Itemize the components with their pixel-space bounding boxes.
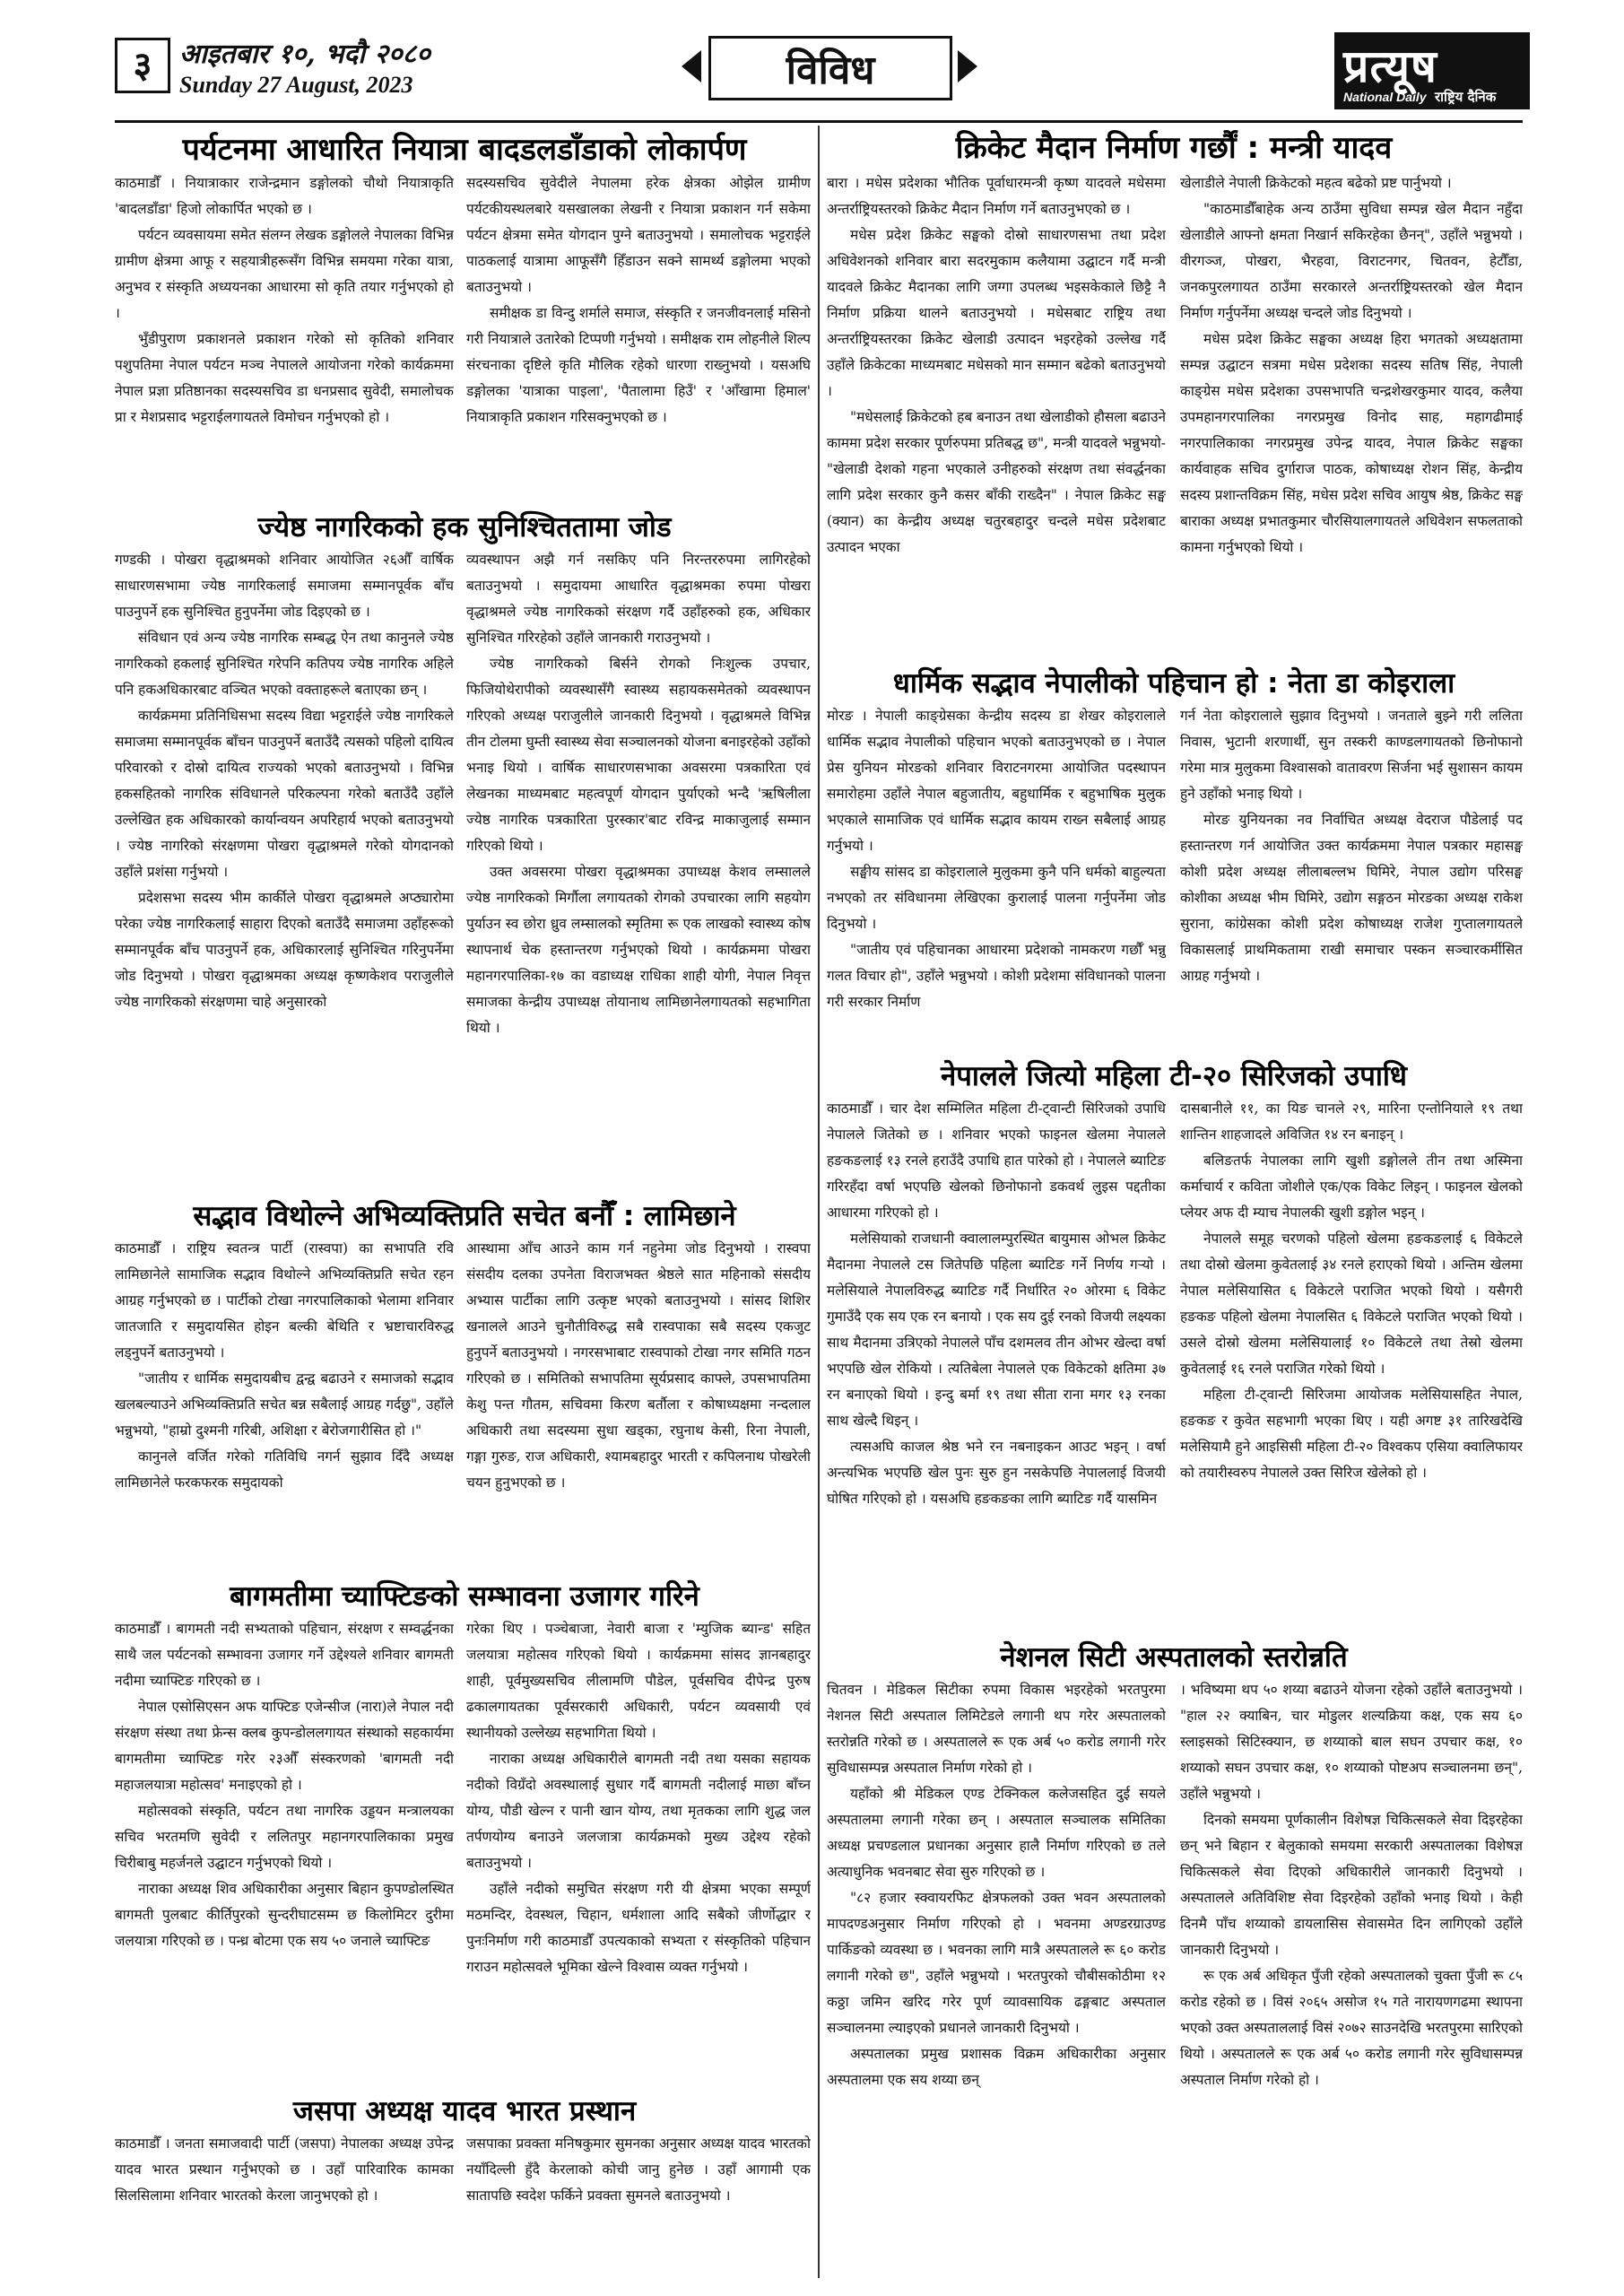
article-column (1180, 703, 1523, 1051)
article-column (1180, 1677, 1523, 2266)
article-headline: पर्यटनमा आधारित नियात्रा बादडलडाँडाको लोकार्पण (182, 132, 747, 168)
article-paragraph: नेपालले समूह चरणको पहिलो खेलमा हङकङलाई ६ विकेटले तथा दोस्रो खेलमा कुवेतलाई ३४ रनले हराएको थियो । अन्तिम खेलमा नेपाल मलेसियासित ६ विकेटले पराजित भएको थियो । यसैगरी हङकङ पहिलो खेलमा नेपालसित ६ विकेटले पराजित भएको थियो । उसले दोस्रो खेलमा मलेसियालाई १० विकेटले तथा तेस्रो खेलमा कुवेतलाई १६ रनले पराजित गरेको थियो । (1180, 1231, 1523, 1377)
article-paragraph: काठमाडौँ । जनता समाजवादी पार्टी (जसपा) नेपालका अध्यक्ष उपेन्द्र यादव भारत प्रस्थान गर्नुभएको छ । उहाँ पारिवारिक कामका सिलसिलामा शनिवार भारतको केरला जानुभएको हो । (115, 2135, 454, 2204)
article-column (115, 170, 454, 509)
article-paragraph: सङ्घीय सांसद डा कोइरालाले मुलुकमा कुनै पनि धर्मको बाहुल्यता नभएको तर संविधानमा लेखिएका कुरालाई पालना गर्नुपर्नेमा जोड दिनुभयो । (827, 864, 1166, 932)
article-paragraph: काठमाडौँ । बागमती नदी सभ्यताको पहिचान, संरक्षण र सम्वर्द्धनका साथै जल पर्यटनको सम्भावना उजागर गर्ने उद्देश्यले शनिवार बागमती नदीमा च्याफ्टिङ गरिएको छ । (115, 1621, 454, 1689)
arrow-left-icon (682, 50, 701, 83)
article-paragraph: ज्येष्ठ नागरिकको बिर्सने रोगको निःशुल्क उपचार, फिजियोथेरापीको व्यवस्थासँगै स्वास्थ्य सहायकसमेतको व्यवस्थापन गरिएको अध्यक्ष पराजुलीले जानकारी दिनुभयो । वृद्धाश्रमले विभिन्न तीन टोलमा घुम्ती स्वास्थ्य सेवा सञ्चालनको योजना बनाइरहेको उहाँको भनाइ थियो । वार्षिक साधारणसभाका अवसरमा पत्रकारिता एवं लेखनका माध्यमबाट महत्वपूर्ण योगदान पुर्याएको भन्दै 'ऋषिलीला ज्येष्ठ नागरिक पत्रकारिता पुरस्कार'बाट रविन्द्र माकाजुलाई सम्मान गरिएको थियो । (466, 656, 811, 854)
logo-subtitle-en: National Daily (1343, 90, 1427, 104)
article-paragraph: त्यसअघि काजल श्रेष्ठ भने रन नबनाइकन आउट भइन् । वर्षा अन्त्यभिक भएपछि खेल पुनः सुरु हुन नसकेपछि नेपाललाई विजयी घोषित गरिएको हो । यसअघि हङकङका लागि ब्याटिङ गर्दै यासमिन (827, 1439, 1166, 1507)
article-column (466, 2131, 811, 2266)
article-paragraph: आस्थामा आँच आउने काम गर्न नहुनेमा जोड दिनुभयो । रास्वपा संसदीय दलका उपनेता विराजभक्त श्रेष्ठले सात महिनाको संसदीय अभ्यास पार्टीका लागि उत्कृष्ट भएको बताउनुभयो । सांसद शिशिर खनालले आउने चुनौतीविरुद्ध सबै रास्वपाका सबै सदस्य एकजुट हुनुपर्ने बताउनुभयो । नगरसभाबाट रास्वपाको टोखा नगर समिति गठन गरिएको छ । समितिको सभापतिमा सूर्यप्रसाद काफ्ले, उपसभापतिमा केशु पन्त गौतम, सचिवमा किरण बर्तौला र कोषाध्यक्षमा नन्दलाल अधिकारी तथा सदस्यमा सुधा खड्का, रघुनाथ केसी, रिना नेपाली, गङ्गा गुरुङ, राज अधिकारी, श्यामबहादुर भारती र कपिलनाथ पोखरेली चयन हुनुभएको छ । (466, 1240, 811, 1491)
article-paragraph: उहाँले नदीको समुचित संरक्षण गरी यी क्षेत्रमा भएका सम्पूर्ण मठमन्दिर, देवस्थल, चिहान, धर्मशाला आदि सबैको जीर्णोद्धार र पुनःनिर्माण गरी काठमाडौँ उपत्यकाको सभ्यता र संस्कृतिको पहिचान गराउन महोत्सवले भूमिका खेल्ने विश्वास व्यक्त गर्नुभयो । (466, 1881, 811, 1975)
article-paragraph: । भविष्यमा थप ५० शय्या बढाउने योजना रहेको उहाँले बताउनुभयो । "हाल २२ क्याबिन, चार मोडुलर शल्यक्रिया कक्ष, एक सय ६० स्लाइसको सिटिस्क्यान, छ शय्याको बाल सघन उपचार कक्ष, १० शय्याको सघन उपचार कक्ष, १० शय्याको पोष्टअप सञ्चालनमा छन्", उहाँले भन्नुभयो । (1180, 1682, 1523, 1802)
article-paragraph: संविधान एवं अन्य ज्येष्ठ नागरिक सम्बद्ध ऐन तथा कानुनले ज्येष्ठ नागरिकको हकलाई सुनिश्चित गरेपनि कतिपय ज्येष्ठ नागरिक अहिले पनि हकअधिकारबाट वञ्चित भएको वक्ताहरूले बताएका छन् । (115, 630, 454, 698)
article-column (466, 1236, 811, 1573)
masthead (115, 32, 1523, 111)
article-headline: जसपा अध्यक्ष यादव भारत प्रस्थान (292, 2095, 637, 2127)
column-divider (818, 126, 820, 2278)
article-headline: ज्येष्ठ नागरिकको हक सुनिश्चिततामा जोड (257, 511, 672, 544)
page-number: ३ (115, 38, 170, 93)
article-column (1180, 1096, 1523, 1632)
article-column (1180, 170, 1523, 660)
article-paragraph: "जातीय र धार्मिक समुदायबीच द्वन्द्व बढाउने र समाजको सद्भाव खलबल्याउने अभिव्यक्तिप्रति सचेत बन्न सबैलाई आग्रह गर्दछु", उहाँले भन्नुभयो, "हाम्रो दुश्मनी गरिबी, अशिक्षा र बेरोजगारीसित हो ।" (115, 1370, 454, 1439)
article-paragraph: बारा । मधेस प्रदेशका भौतिक पूर्वाधारमन्त्री कृष्ण यादवले मधेसमा अन्तर्राष्ट्रियस्तरको क्रिकेट मैदान निर्माण गर्ने बताउनुभएको छ । (827, 175, 1166, 217)
article-paragraph: "जातीय एवं पहिचानका आधारमा प्रदेशको नामकरण गर्छौँ भन्नु गलत विचार हो", उहाँले भन्नुभयो । कोशी प्रदेशमा संविधानको पालना गरी सरकार निर्माण (827, 942, 1166, 1010)
article-paragraph: चितवन । मेडिकल सिटीका रुपमा विकास भइरहेको भरतपुरमा नेशनल सिटी अस्पताल लिमिटेडले लगानी थप गरेर अस्पतालको स्तरोन्नति गरेको छ । अस्पतालले रू एक अर्ब ५० करोड लगानी गरेर सुविधासम्पन्न अस्पताल निर्माण गरेको हो । (827, 1682, 1166, 1776)
article-paragraph: नेपाल एसोसिएसन अफ याफ्टिङ एजेन्सीज (नारा)ले नेपाल नदी संरक्षण संस्था तथा फ्रेन्स क्लब कुपन्डोललगायत संस्थाको सहकार्यमा बागमतीमा च्याफ्टिङ गरेर २३औँ संस्करणको 'बागमती नदी महाजलयात्रा महोत्सव' मनाइएको हो । (115, 1699, 454, 1793)
article-paragraph: समीक्षक डा विन्दु शर्माले समाज, संस्कृति र जनजीवनलाई मसिनो गरी नियात्राले उतारेको टिप्पणी गर्नुभयो । समीक्षक राम लोहनीले शिल्प संरचनाका दृष्टिले कृति मौलिक रहेको धारणा राख्नुभयो । यसअघि डङ्गोलका 'यात्राका पाइला', 'पैतालामा हिउँ' र 'आँखामा हिमाल' नियात्राकृति प्रकाशन गरिसक्नुभएको छ । (466, 305, 811, 425)
article-paragraph: कानुनले वर्जित गरेको गतिविधि नगर्न सुझाव दिँदै अध्यक्ष लामिछानेले फरकफरक समुदायको (115, 1448, 454, 1491)
article-paragraph: कार्यक्रममा प्रतिनिधिसभा सदस्य विद्या भट्टराईले ज्येष्ठ नागरिकले समाजमा सम्मानपूर्वक बाँचन पाउनुपर्ने बताउँदै त्यसको पहिलो दायित्व परिवारको र दोस्रो दायित्व राज्यको भएको बताउनुभयो । विभिन्न हकसहितको नागरिक संविधानले परिकल्पना गरेको बताउँदै उहाँले उल्लेखित हक अधिकारको कार्यान्वयन अपरिहार्य भएको बताउनुभयो । ज्येष्ठ नागरिको संरक्षणमा पोखरा वृद्धाश्रमले गरेको योगदानको उहाँले प्रशंसा गर्नुभयो । (115, 708, 454, 880)
section-title: विविध (708, 36, 952, 100)
logo-title: प्रत्यूष (1343, 40, 1437, 92)
article-paragraph: रू एक अर्ब अधिकृत पुँजी रहेको अस्पतालको चुक्ता पुँजी रू ८५ करोड रहेको छ । विसं २०६५ असोज १५ गते नारायणगढमा स्थापना भएको उक्त अस्पताललाई विसं २०७२ साउनदेखि भरतपुरमा सारिएको थियो । अस्पतालले रू एक अर्ब ५० करोड लगानी गरेर सुविधासम्पन्न अस्पताल निर्माण गरेको हो । (1180, 1968, 1523, 2088)
article-headline: सद्भाव विथोल्ने अभिव्यक्तिप्रति सचेत बनौँ : लामिछाने (193, 1200, 736, 1232)
article-paragraph: मधेस प्रदेश क्रिकेट सङ्घका अध्यक्ष हिरा भगतको अध्यक्षतामा सम्पन्न उद्घाटन सत्रमा मधेस प्रदेशका सदस्य सतिष सिंह, नेपाली काङ्ग्रेस मधेस प्रदेशका उपसभापति चन्द्रशेखरकुमार यादव, कलैया उपमहानगरपालिका नगरप्रमुख विनोद साह, महागढीमाई नगरपालिकाका नगरप्रमुख उपेन्द्र यादव, नेपाल क्रिकेट सङ्घका कार्यवाहक सचिव दुर्गाराज पाठक, कोषाध्यक्ष रोशन सिंह, केन्द्रीय सदस्य प्रशान्तविक्रम सिंह, मधेस प्रदेश सचिव आयुष श्रेष्ठ, क्रिकेट सङ्घ बाराका अध्यक्ष प्रभातकुमार चौरसियालगायतले अधिवेशन सफलताको कामना गर्नुभएको थियो । (1180, 331, 1523, 555)
article-paragraph: गण्डकी । पोखरा वृद्धाश्रमको शनिवार आयोजित २६औँ वार्षिक साधारणसभामा ज्येष्ठ नागरिकलाई समाजमा सम्मानपूर्वक बाँच पाउनुपर्ने हक सुनिश्चित हुनुपर्नेमा जोड दिइएको छ । (115, 552, 454, 620)
article-column (466, 547, 811, 1193)
article-paragraph: नाराका अध्यक्ष अधिकारीले बागमती नदी तथा यसका सहायक नदीको विग्रँदो अवस्थालाई सुधार गर्दै बागमती नदीलाई माछा बाँच्न योग्य, पौडी खेल्न र पानी खान योग्य, तथा मृतकका लागि शुद्ध जल तर्पणयोग्य बनाउने जलजात्रा कार्यक्रमको मुख्य उद्देश्य रहेको बताउनुभयो । (466, 1751, 811, 1871)
article-paragraph: काठमाडौँ । चार देश सम्मिलित महिला टी-ट्वान्टी सिरिजको उपाधि नेपालले जितेको छ । शनिवार भएको फाइनल खेलमा नेपालले हङकङलाई १३ रनले हराउँदै उपाधि हात पारेको हो । नेपालले ब्याटिङ गरिरहँदा वर्षा भएपछि खेलको छिनोफानो डकवर्थ लुइस पद्दतीका आधारमा गरिएको हो । (827, 1100, 1166, 1221)
article-paragraph: महिला टी-ट्वान्टी सिरिजमा आयोजक मलेसियासहित नेपाल, हङकङ र कुवेत सहभागी भएका थिए । यही अगष्ट ३१ तारिखदेखि मलेसियामै हुने आइसिसी महिला टी-२० विश्वकप एसिया क्वालिफायर को तयारीस्वरुप नेपालले उक्त सिरिज खेलेको हो । (1180, 1387, 1523, 1481)
article-paragraph: काठमाडौँ । नियात्राकार राजेन्द्रमान डङ्गोलको चौथो नियात्राकृति 'बादलडाँडा' हिजो लोकार्पित भएको छ । (115, 175, 454, 217)
article-column (827, 170, 1166, 660)
article-paragraph: "मधेसलाई क्रिकेटको हब बनाउन तथा खेलाडीको हौसला बढाउने काममा प्रदेश सरकार पूर्णरुपमा प्रतिबद्ध छ", मन्त्री यादवले भन्नुभयो-"खेलाडी देशको गहना भएकाले उनीहरुको संरक्षण तथा संवर्द्धनका लागि प्रदेश सरकार कुनै कसर बाँकी राख्दैन" । नेपाल क्रिकेट सङ्घ (क्यान) का केन्द्रीय अध्यक्ष चतुरबहादुर चन्दले मधेस प्रदेशबाट उत्पादन भएका (827, 409, 1166, 555)
article-paragraph: उक्त अवसरमा पोखरा वृद्धाश्रमका उपाध्यक्ष केशव लम्सालले ज्येष्ठ नागरिकको मिर्गौला लगायतको रोगको उपचारका लागि सहयोग पुर्याउन स्व छोरा ध्रुव लम्सालको स्मृतिमा रू एक लाखको स्वास्थ्य कोष स्थापनार्थ चेक हस्तान्तरण गर्नुभएको थियो । कार्यक्रममा पोखरा महानगरपालिका-१७ का वडाध्यक्ष राधिका शाही योगी, नेपाल निवृत्त समाजका केन्द्रीय उपाध्यक्ष तोयानाथ लामिछानेलगायतको सहभागिता थियो । (466, 864, 811, 1036)
masthead-rule (115, 120, 1523, 123)
date-nepali: आइतबार १०, भदौ २०८० (179, 39, 430, 70)
article-column (115, 2131, 454, 2266)
article-paragraph: नाराका अध्यक्ष शिव अधिकारीका अनुसार बिहान कुपण्डोलस्थित बागमती पुलबाट कीर्तिपुरको सुन्दरीघाटसम्म छ किलोमिटर दुरीमा जलयात्रा गरिएको छ । पन्ध्र बोटमा एक सय ५० जनाले च्याफ्टिङ (115, 1881, 454, 1949)
article-paragraph: मोरङ । नेपाली काङ्ग्रेसका केन्द्रीय सदस्य डा शेखर कोइरालाले धार्मिक सद्भाव नेपालीको पहिचान भएको बताउनुभएको छ । नेपाल प्रेस युनियन मोरङको शनिवार विराटनगरमा आयोजित पदस्थापन समारोहमा उहाँले नेपाल बहुजातीय, बहुधार्मिक र बहुभाषिक मुलुक भएकाले सामाजिक एवं धार्मिक सद्भाव कायम राख्न सबैलाई आग्रह गर्नुभयो । (827, 708, 1166, 854)
logo-subtitle-np: राष्ट्रिय दैनिक (1435, 89, 1497, 105)
article-paragraph: प्रदेशसभा सदस्य भीम कार्कीले पोखरा वृद्धाश्रमले अप्ठ्यारोमा परेका ज्येष्ठ नागरिकलाई साहारा दिएको बताउँदै समाजमा उहाँहरूको सम्मानपूर्वक बाँच पाउनुपर्ने हक, अधिकारलाई सुनिश्चित गरिनुपर्नेमा जोड दिनुभयो । पोखरा वृद्धाश्रमका अध्यक्ष कृष्णकेशव पराजुलीले ज्येष्ठ नागरिकको संरक्षणमा चाहे अनुसारको (115, 890, 454, 1010)
article-paragraph: गर्न नेता कोइरालाले सुझाव दिनुभयो । जनताले बुझ्ने गरी ललिता निवास, भुटानी शरणार्थी, सुन तस्करी काण्डलगायतको छिनोफानो गरेमा मात्र मुलुकमा विश्वासको वातावरण सिर्जना भई सुशासन कायम हुने उहाँको भनाइ थियो । (1180, 708, 1523, 802)
article-column (466, 170, 811, 509)
article-column (827, 1677, 1166, 2266)
article-headline: नेपालले जित्यो महिला टी-२० सिरिजको उपाधि (941, 1060, 1407, 1092)
article-column (115, 1236, 454, 1573)
article-paragraph: व्यवस्थापन अझै गर्न नसकिए पनि निरन्तररुपमा लागिरहेको बताउनुभयो । समुदायमा आधारित वृद्धाश्रमका रुपमा पोखरा वृद्धाश्रमले ज्येष्ठ नागरिकको संरक्षण गर्दै उहाँहरुको हक, अधिकार सुनिश्चित गरिरहेको उहाँले जानकारी गराउनुभयो । (466, 552, 811, 646)
article-paragraph: महोत्सवको संस्कृति, पर्यटन तथा नागरिक उड्डयन मन्त्रालयका सचिव भरतमणि सुवेदी र ललितपुर महानगरपालिकाका प्रमुख चिरीबाबु महर्जनले उद्घाटन गर्नुभएको थियो । (115, 1803, 454, 1871)
article-headline: बागमतीमा च्याफ्टिङको सम्भावना उजागर गरिने (230, 1580, 699, 1613)
arrow-right-icon (958, 50, 977, 83)
article-paragraph: दासबानीले ११, का यिङ चानले २९, मारिना एन्तोनियाले १९ तथा शान्तिन शाहजादले अविजित १४ रन बनाइन् । (1180, 1100, 1523, 1143)
article-paragraph: भुँडीपुराण प्रकाशनले प्रकाशन गरेको सो कृतिको शनिवार पशुपतिमा नेपाल पर्यटन मञ्च नेपालले आयोजना गरेको कार्यक्रममा नेपाल प्रज्ञा प्रतिष्ठानका सदस्यसचिव डा धनप्रसाद सुवेदी, समालोचक प्रा र मेशप्रसाद भट्टराईलगायतले विमोचन गर्नुभएको हो । (115, 331, 454, 425)
article-paragraph: पर्यटन व्यवसायमा समेत संलग्न लेखक डङ्गोलले नेपालका विभिन्न ग्रामीण क्षेत्रमा आफू र सहयात्रीहरूसँग विभिन्न समयमा गरेका यात्रा, अनुभव र संस्कृति अध्ययनका आधारमा सो कृति तयार गर्नुभएको हो । (115, 227, 454, 321)
article-paragraph: अस्पतालका प्रमुख प्रशासक विक्रम अधिकारीका अनुसार अस्पतालमा एक सय शय्या छन् (827, 2046, 1166, 2088)
article-paragraph: "काठमाडौँबाहेक अन्य ठाउँमा सुविधा सम्पन्न खेल मैदान नहुँदा खेलाडीले आफ्नो क्षमता निखार्न सकिरहेका छैनन्", उहाँले भन्नुभयो । वीरगञ्ज, पोखरा, भैरहवा, विराटनगर, चितवन, हेटौँडा, जनकपुरलगायत ठाउँमा सरकारले अन्तर्राष्ट्रियस्तरको खेल मैदान निर्माण गर्नुपर्नेमा अध्यक्ष चन्दले जोड दिनुभयो । (1180, 201, 1523, 321)
article-headline: धार्मिक सद्भाव नेपालीको पहिचान हो : नेता डा कोइराला (892, 667, 1455, 700)
date-english: Sunday 27 August, 2023 (179, 72, 413, 98)
article-paragraph: सदस्यसचिव सुवेदीले नेपालमा हरेक क्षेत्रका ओझेल ग्रामीण पर्यटकीयस्थलबारे यसखालका लेखनी र नियात्रा प्रकाशन गर्न सकेमा पर्यटन क्षेत्रमा समेत योगदान पुग्ने बताउनुभयो । समालोचक भट्टराईले पाठकलाई यात्रामा आफूसँगै हिँडाउन सक्ने सामर्थ्य डङ्गोलमा भएको बताउनुभयो । (466, 175, 811, 295)
article-headline: क्रिकेट मैदान निर्माण गर्छौं : मन्त्री यादव (955, 130, 1393, 166)
article-paragraph: दिनको समयमा पूर्णकालीन विशेषज्ञ चिकित्सकले सेवा दिइरहेका छन् भने बिहान र बेलुकाको समयमा सरकारी अस्पतालका विशेषज्ञ चिकित्सकले सेवा दिएको अधिकारीले जानकारी दिनुभयो । अस्पतालले अतिविशिष्ट सेवा दिइरहेको उहाँको भनाइ थियो । केही दिनमै पाँच शय्याको डायलासिस सेवासमेत दिन लागिएको उहाँले जानकारी दिनुभयो । (1180, 1812, 1523, 1958)
article-column (115, 1616, 454, 2086)
article-column (827, 703, 1166, 1051)
article-paragraph: बलिङतर्फ नेपालका लागि खुशी डङ्गोलले तीन तथा अस्मिना कर्माचार्य र कविता जोशीले एक/एक विकेट लिइन् । फाइनल खेलको प्लेयर अफ दी म्याच नेपालकी खुशी डङ्गोल भइन् । (1180, 1152, 1523, 1221)
article-paragraph: मधेस प्रदेश क्रिकेट सङ्घको दोस्रो साधारणसभा तथा प्रदेश अधिवेशनको शनिवार बारा सदरमुकाम कलैयामा उद्घाटन गर्दै मन्त्री यादवले क्रिकेट मैदानका लागि जग्गा उपलब्ध भइसकेकाले छिट्टै नै निर्माण प्रक्रिया थालने बताउनुभयो । मधेसबाट राष्ट्रिय तथा अन्तर्राष्ट्रियस्तरका क्रिकेट खेलाडी उत्पादन भइरहेको उल्लेख गर्दै उहाँले क्रिकेटका माध्यमबाट मधेसको मान सम्मान बढेको बताउनुभयो । (827, 227, 1166, 399)
article-paragraph: मोरङ युनियनका नव निर्वाचित अध्यक्ष वेदराज पौडेलाई पद हस्तान्तरण गर्न आयोजित उक्त कार्यक्रममा नेपाल पत्रकार महासङ्घ कोशी प्रदेश अध्यक्ष लीलाबल्लभ घिमिरे, नेपाल उद्योग परिसङ्घ कोशीका अध्यक्ष भीम घिमिरे, उद्योग सङ्गठन मोरङका अध्यक्ष राकेश सुराना, कांग्रेसका कोशी प्रदेश कोषाध्यक्ष राजेश गुप्तालगायतले विकासलाई प्राथमिकतामा राखी समाचार पस्कन सञ्चारकर्मीसित आग्रह गर्नुभयो । (1180, 812, 1523, 984)
article-paragraph: काठमाडौँ । राष्ट्रिय स्वतन्त्र पार्टी (रास्वपा) का सभापति रवि लामिछानेले सामाजिक सद्भाव विथोल्ने अभिव्यक्तिप्रति सचेत रहन आग्रह गर्नुभएको छ । पार्टीको टोखा नगरपालिकाको भेलामा शनिवार जातजाति र समुदायसित होइन बल्की बेथिति र भ्रष्टाचारविरुद्ध लड्नुपर्ने बताउनुभयो । (115, 1240, 454, 1361)
article-column (115, 547, 454, 1193)
article-column (827, 1096, 1166, 1632)
article-paragraph: जसपाका प्रवक्ता मनिषकुमार सुमनका अनुसार अध्यक्ष यादव भारतको नयाँदिल्ली हुँदै केरलाको कोची जानु हुनेछ । उहाँ आगामी एक सातापछि स्वदेश फर्किने प्रवक्ता सुमनले बताउनुभयो । (466, 2135, 811, 2204)
newspaper-logo (1334, 32, 1530, 109)
article-paragraph: मलेसियाको राजधानी क्वालालम्पुरस्थित बायुमास ओभल क्रिकेट मैदानमा नेपालले टस जितेपछि पहिला ब्याटिङ गर्ने निर्णय गऱ्यो । मलेसियाले नेपालविरुद्ध ब्याटिङ गर्दै निर्धारित २० ओरमा ६ विकेट गुमाउँदै एक सय एक रन बनायो । एक सय दुई रनको विजयी लक्ष्यका साथ मैदानमा उत्रिएको नेपालले पाँच दशमलव तीन ओभर खेल्दा वर्षा भएपछि खेल रोकियो । त्यतिबेला नेपालले एक विकेटको क्षतिमा ३७ रन बनाएको थियो । इन्दु बर्मा १९ तथा सीता राना मगर १३ रनका साथ खेल्दै थिइन् । (827, 1231, 1166, 1429)
article-paragraph: यहाँको श्री मेडिकल एण्ड टेक्निकल कलेजसहित दुई सयले अस्पतालमा लगानी गरेका छन् । अस्पताल सञ्चालक समितिका अध्यक्ष प्रचण्डलाल प्रधानका अनुसार हालै निर्माण गरिएको छ तले अत्याधुनिक भवनबाट सेवा सुरु गरिएको छ । (827, 1786, 1166, 1880)
article-column (466, 1616, 811, 2086)
article-paragraph: "८२ हजार स्क्वायरफिट क्षेत्रफलको उक्त भवन अस्पतालको मापदण्डअनुसार निर्माण गरिएको हो । भवनमा अण्डरग्राउण्ड पार्किङको व्यवस्था छ । भवनका लागि मात्रै अस्पतालले रू ६० करोड लगानी गरेको छ", उहाँले भन्नुभयो । भरतपुरको चौबीसकोठीमा १२ कठ्ठा जमिन खरिद गरेर पूर्ण व्यावसायिक ढङ्गबाट अस्पताल सञ्चालनमा ल्याइएको प्रधानले जानकारी दिनुभयो । (827, 1890, 1166, 2036)
article-paragraph: खेलाडीले नेपाली क्रिकेटको महत्व बढेको प्रष्ट पार्नुभयो । (1180, 175, 1452, 191)
article-headline: नेशनल सिटी अस्पतालको स्तरोन्नति (1000, 1641, 1348, 1674)
article-paragraph: गरेका थिए । पञ्चेबाजा, नेवारी बाजा र 'म्युजिक ब्यान्ड' सहित जलयात्रा महोत्सव गरिएको थियो । कार्यक्रममा सांसद ज्ञानबहादुर शाही, पूर्वमुख्यसचिव लीलामणि पौडेल, पूर्वसचिव दीपेन्द्र पुरुष ढकालगायतका पूर्वसरकारी अधिकारी, पर्यटन व्यवसायी एवं स्थानीयको उल्लेख्य सहभागिता थियो । (466, 1621, 811, 1741)
